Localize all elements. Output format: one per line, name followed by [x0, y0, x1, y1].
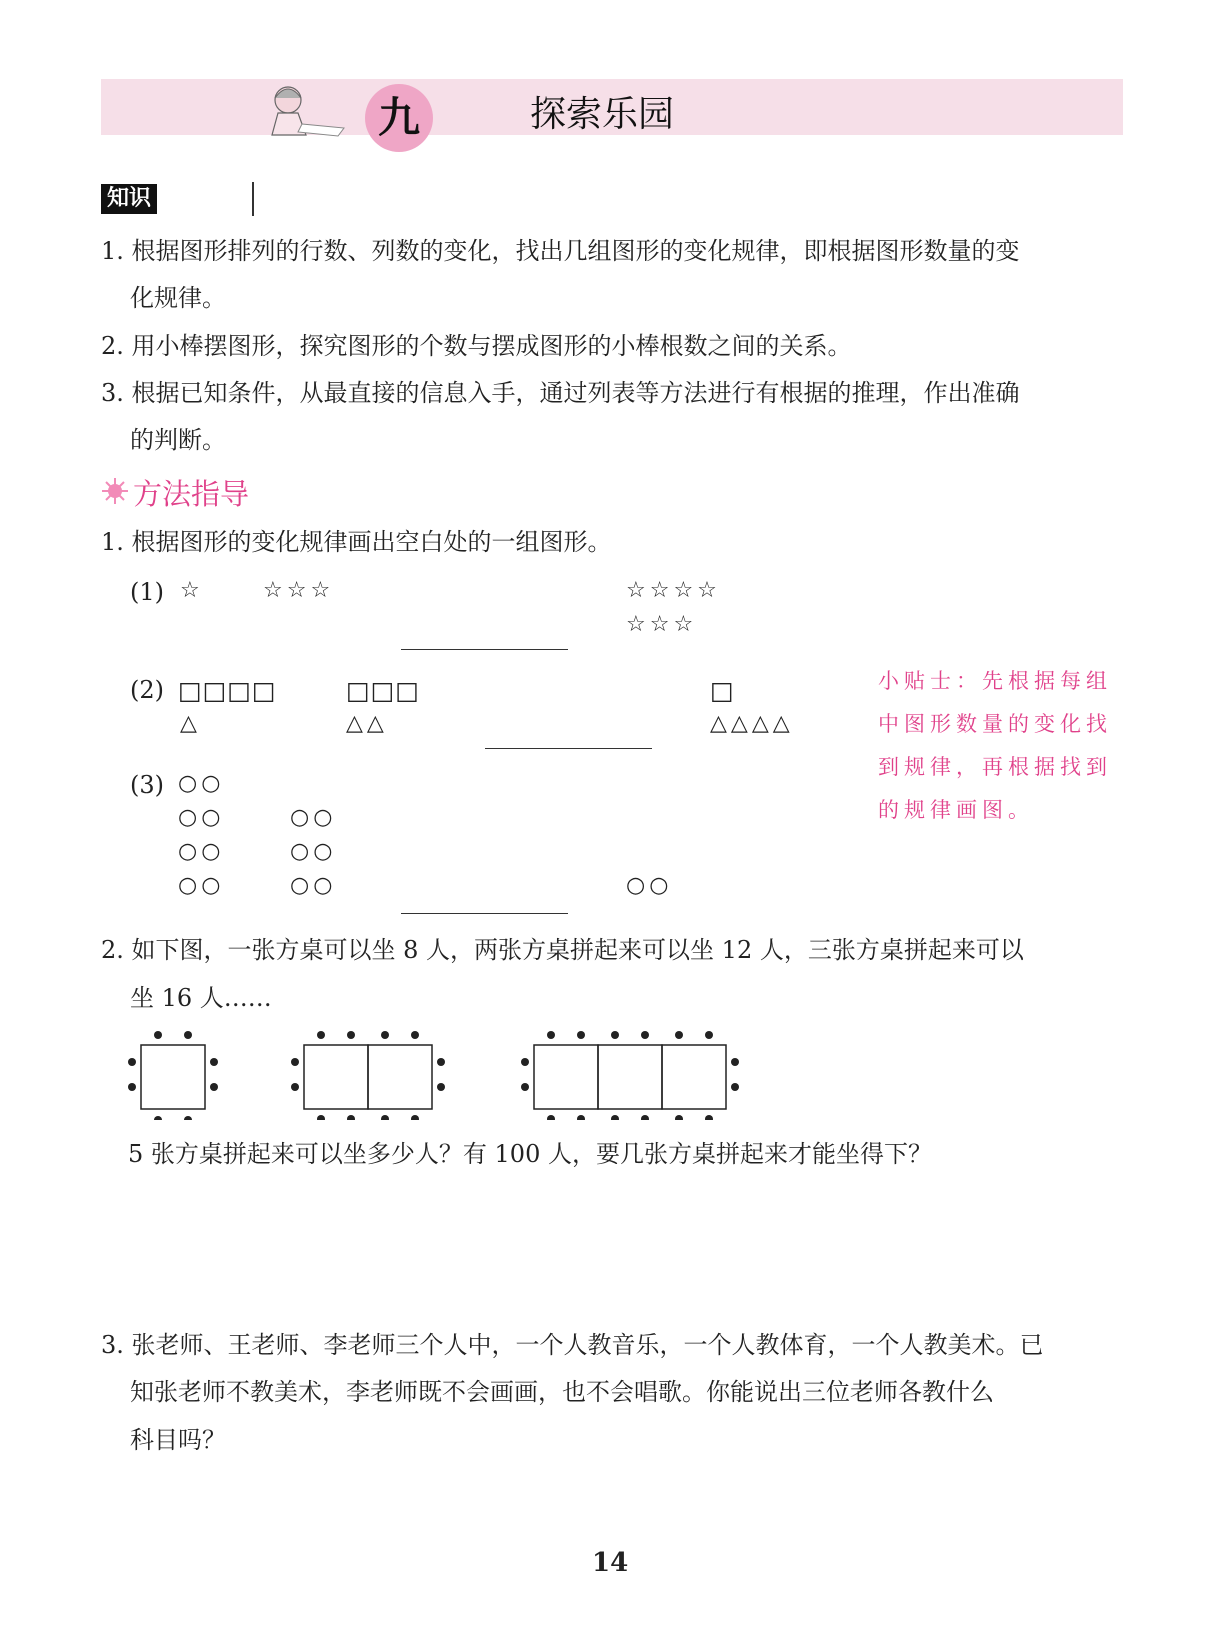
tip-line-4: 的规律画图。 — [878, 798, 1034, 822]
tip-line-1: 小贴士：先根据每组 — [878, 669, 1112, 693]
question-2-line-1: 2. 如下图，一张方桌可以坐 8 人，两张方桌拼起来可以坐 12 人，三张方桌拼起来可以 — [101, 936, 1024, 964]
triangles-group-1: △ — [180, 711, 201, 736]
circles-g2-row2: ○○ — [290, 839, 337, 864]
stars-group-4-row-2: ☆☆☆ — [626, 612, 698, 637]
triangles-group-4: △△△△ — [710, 711, 794, 736]
tag-divider — [252, 182, 254, 216]
answer-blank-3[interactable] — [401, 913, 568, 914]
method-heading: 方法指导 — [133, 477, 250, 511]
circles-g1-row3: ○○ — [178, 839, 225, 864]
stars-group-1: ☆ — [180, 578, 204, 603]
tip-line-3: 到规律，再根据找到 — [878, 755, 1112, 779]
triangles-group-2: △△ — [346, 711, 388, 736]
question-3-line-1: 3. 张老师、王老师、李老师三个人中，一个人教音乐，一个人教体育，一个人教美术。已 — [101, 1331, 1044, 1359]
knowledge-item-1: 1. 根据图形排列的行数、列数的变化，找出几组图形的变化规律，即根据图形数量的变 — [101, 237, 1020, 265]
knowledge-item-1-cont: 化规律。 — [130, 284, 226, 312]
knowledge-item-3: 3. 根据已知条件，从最直接的信息入手，通过列表等方法进行有根据的推理，作出准确 — [101, 379, 1020, 407]
table-three — [534, 1045, 726, 1109]
stars-group-4-row-1: ☆☆☆☆ — [626, 578, 721, 603]
squares-group-4: □ — [710, 676, 738, 705]
sun-icon — [101, 477, 129, 505]
question-2-line-2: 坐 16 人…… — [130, 984, 272, 1012]
knowledge-tag-label: 知识 — [107, 186, 152, 211]
question-1: 1. 根据图形的变化规律画出空白处的一组图形。 — [101, 528, 612, 556]
circles-g1-row2: ○○ — [178, 805, 225, 830]
circles-g1-row4: ○○ — [178, 873, 225, 898]
stars-group-2: ☆☆☆ — [263, 578, 335, 603]
tip-line-2: 中图形数量的变化找 — [878, 712, 1112, 736]
page-number: 14 — [592, 1548, 629, 1578]
table-two — [304, 1045, 432, 1109]
question-3-line-2: 知张老师不教美术，李老师既不会画画，也不会唱歌。你能说出三位老师各教什么 — [130, 1378, 994, 1406]
chapter-number-badge: 九 — [365, 84, 433, 152]
tables-diagram — [120, 1025, 750, 1120]
squares-group-1: □□□□ — [178, 676, 277, 705]
question-3-line-3: 科目吗？ — [130, 1426, 226, 1454]
part-2-label: (2) — [130, 676, 164, 704]
part-3-label: (3) — [130, 771, 164, 799]
page-title: 探索乐园 — [530, 94, 675, 135]
question-2-ask: 5 张方桌拼起来可以坐多少人？有 100 人，要几张方桌拼起来才能坐得下？ — [128, 1140, 932, 1168]
part-1-label: (1) — [130, 578, 164, 606]
circles-g2-row3: ○○ — [290, 873, 337, 898]
circles-g1-row1: ○○ — [178, 771, 225, 796]
knowledge-tag — [101, 184, 157, 214]
answer-blank-1[interactable] — [401, 649, 568, 650]
answer-blank-2[interactable] — [485, 748, 652, 749]
girl-illustration-icon — [258, 80, 348, 138]
table-one — [141, 1045, 205, 1109]
squares-group-2: □□□ — [346, 676, 420, 705]
circles-g2-row1: ○○ — [290, 805, 337, 830]
knowledge-item-2: 2. 用小棒摆图形，探究图形的个数与摆成图形的小棒根数之间的关系。 — [101, 332, 852, 360]
circles-g4-row1: ○○ — [626, 873, 673, 898]
knowledge-item-3-cont: 的判断。 — [130, 426, 226, 454]
